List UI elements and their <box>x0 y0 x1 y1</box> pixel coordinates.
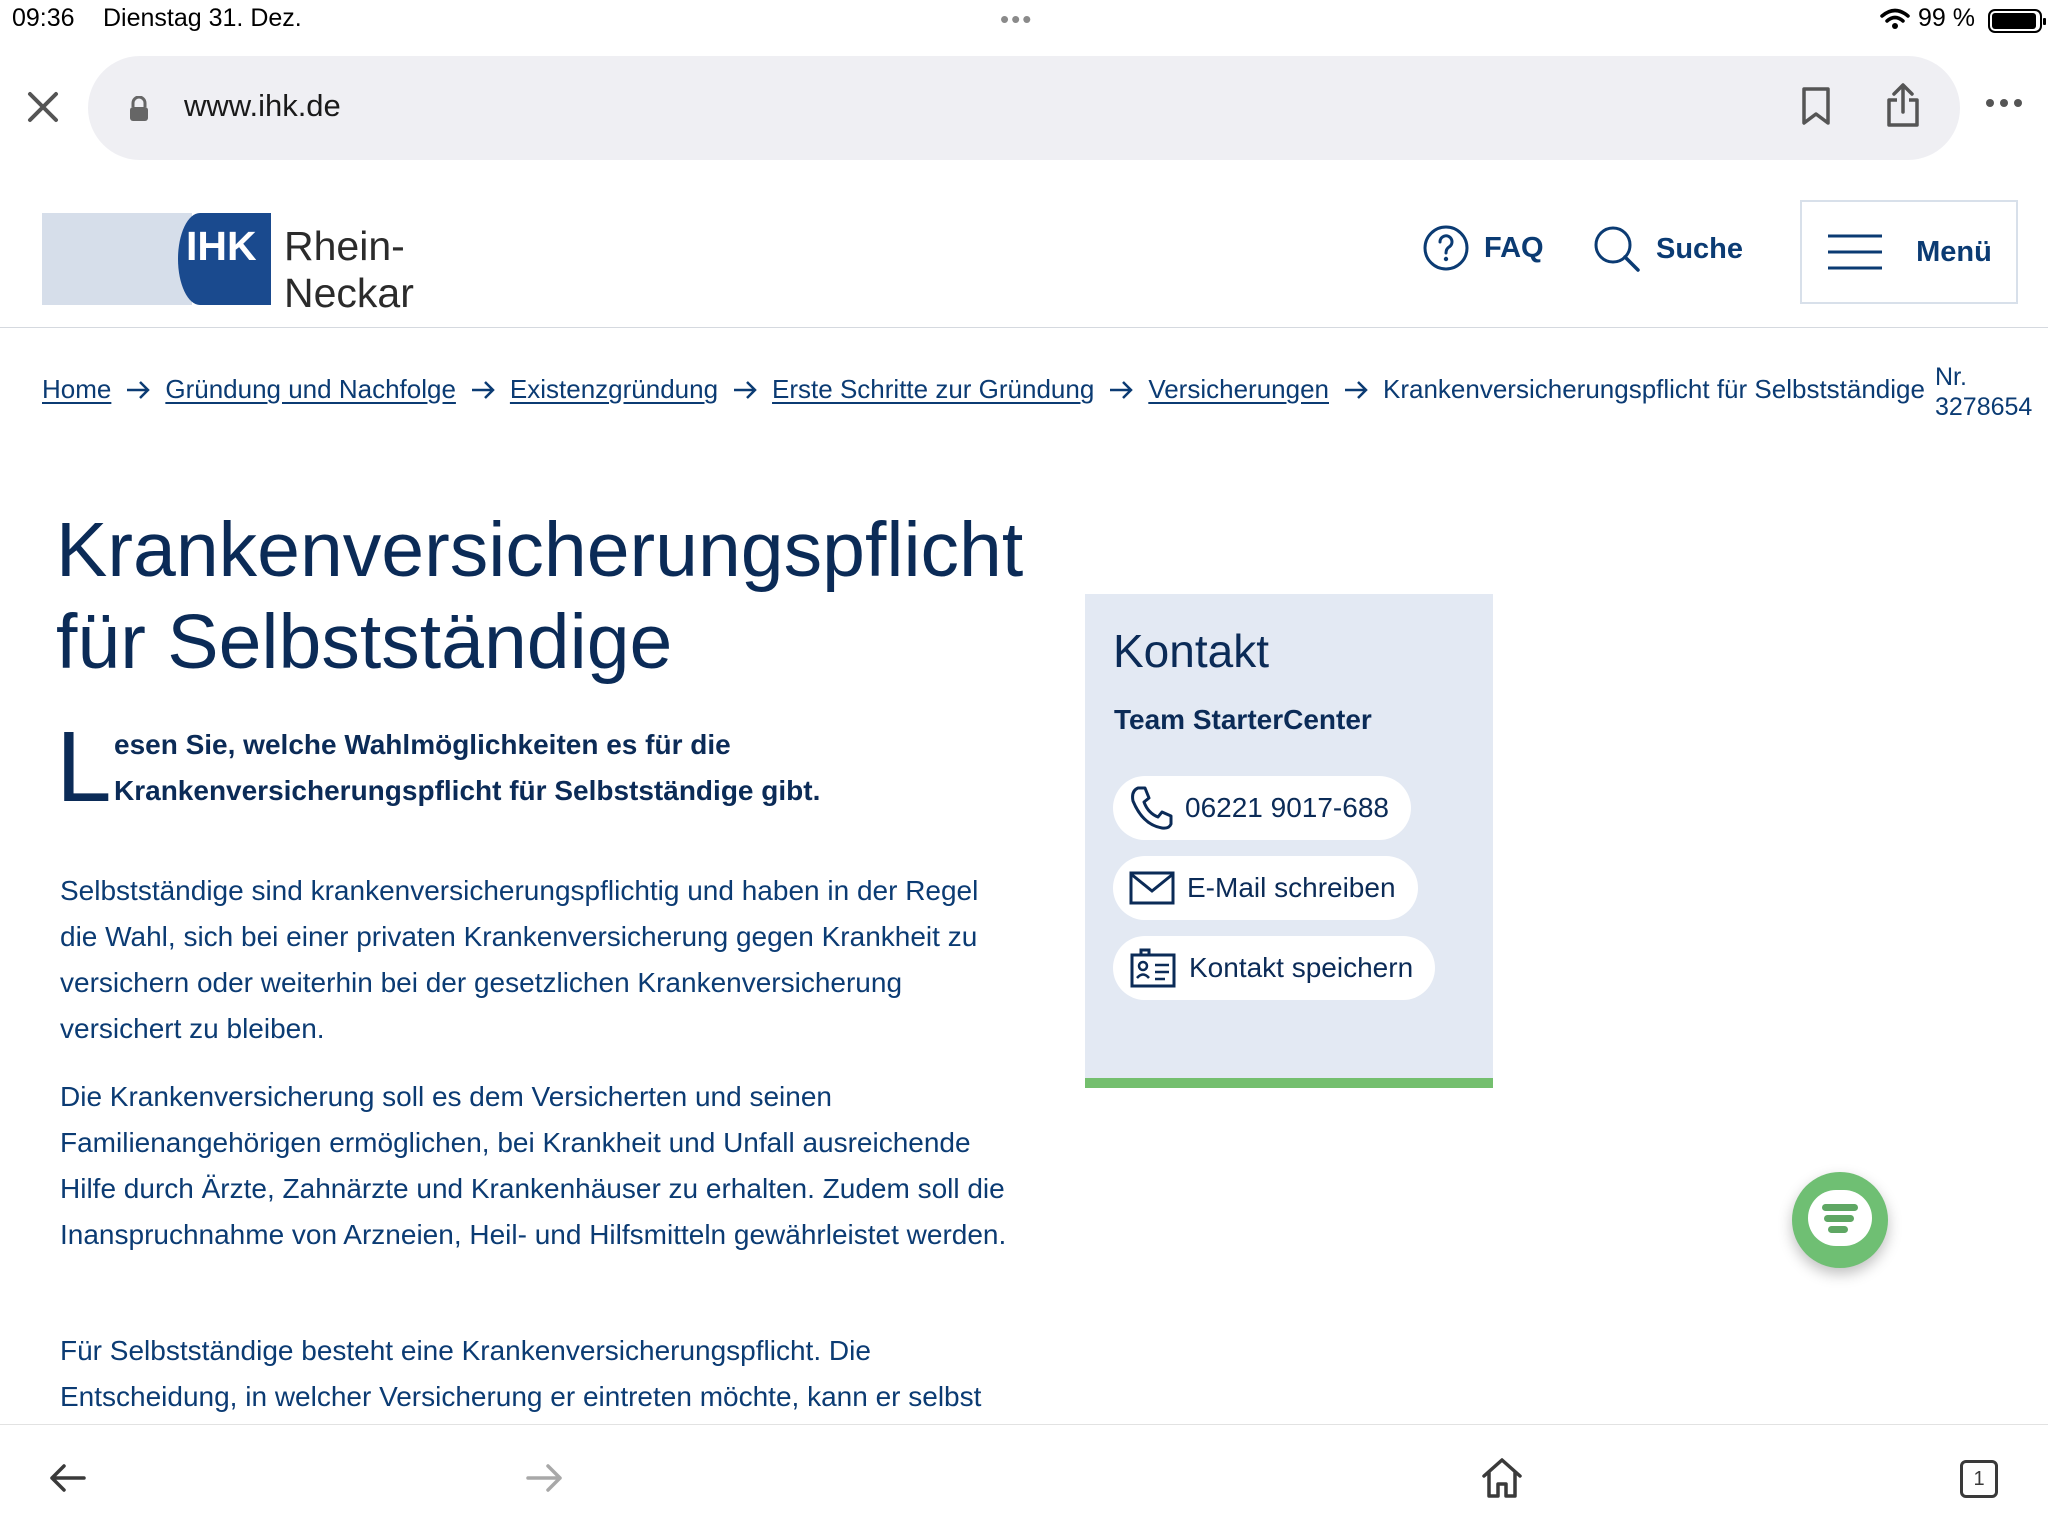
breadcrumb-current: Krankenversicherungspflicht für Selbstständige <box>1383 374 1925 404</box>
drop-cap: L <box>56 711 112 823</box>
save-contact-button[interactable] <box>1113 936 1435 1000</box>
url-text[interactable]: www.ihk.de <box>184 88 341 123</box>
arrow-right-icon <box>125 380 151 400</box>
breadcrumb-versicherungen[interactable]: Versicherungen <box>1148 374 1329 404</box>
page-number-value: 3278654 <box>1935 393 2033 421</box>
chat-button[interactable] <box>1792 1172 1888 1268</box>
phone-button[interactable] <box>1113 776 1411 840</box>
arrow-right-icon <box>732 380 758 400</box>
more-icon[interactable] <box>1984 96 2024 114</box>
contact-title: Kontakt <box>1113 625 1269 677</box>
chat-bubble-icon <box>1808 1190 1872 1246</box>
search-label: Suche <box>1656 232 1744 265</box>
lead-text: esen Sie, welche Wahlmöglichkeiten es für die Krankenversicherungspflicht für Selbstständige gibt. <box>114 729 821 806</box>
page-number <box>1935 362 2032 422</box>
search-button[interactable] <box>1592 224 1743 274</box>
logo-light-block <box>42 213 192 305</box>
multitasking-dots-icon[interactable]: ••• <box>1000 4 1034 34</box>
phone-icon <box>1129 785 1173 831</box>
phone-number: 06221 9017-688 <box>1185 792 1389 823</box>
page-title-line2: für Selbstständige <box>56 599 673 685</box>
article-paragraph: Die Krankenversicherung soll es dem Versicherten und seinen Familienangehörigen ermöglichen, bei Krankheit und Unfall ausreichende Hilfe durch Ärzte, Zahnärzte und Krankenhäuser zu erhalten. Zudem soll die Inanspruchnahme von Arzneien, Heil- und Hilfsmitteln gewährleistet werden. <box>60 1081 1007 1250</box>
email-label: E-Mail schreiben <box>1187 872 1396 903</box>
home-icon[interactable] <box>1480 1456 1524 1505</box>
share-icon[interactable] <box>1885 82 1921 133</box>
bottom-toolbar <box>0 1424 2048 1537</box>
wifi-icon <box>1880 8 1910 35</box>
search-icon <box>1592 224 1642 274</box>
back-arrow-icon[interactable] <box>48 1462 86 1499</box>
faq-label: FAQ <box>1484 231 1544 264</box>
breadcrumb-erste-schritte[interactable]: Erste Schritte zur Gründung <box>772 374 1095 404</box>
arrow-right-icon <box>1343 380 1369 400</box>
mail-icon <box>1129 871 1175 905</box>
hamburger-icon <box>1826 232 1884 272</box>
battery-icon <box>1988 9 2042 33</box>
breadcrumb <box>42 374 1925 405</box>
save-contact-label: Kontakt speichern <box>1189 952 1414 983</box>
tab-count: 1 <box>1973 1467 1985 1490</box>
email-button[interactable] <box>1113 856 1418 920</box>
forward-arrow-icon[interactable] <box>526 1462 564 1499</box>
question-circle-icon <box>1422 224 1470 272</box>
status-time: 09:36 <box>12 4 75 32</box>
ihk-logo[interactable] <box>42 213 482 316</box>
menu-button[interactable] <box>1800 200 2018 304</box>
tabs-button[interactable] <box>1960 1460 1998 1498</box>
bookmark-icon[interactable] <box>1800 86 1832 131</box>
arrow-right-icon <box>470 380 496 400</box>
arrow-right-icon <box>1108 380 1134 400</box>
header-divider <box>0 327 2048 328</box>
breadcrumb-gruendung[interactable]: Gründung und Nachfolge <box>165 374 456 404</box>
status-date: Dienstag 31. Dez. <box>103 4 302 32</box>
close-icon[interactable] <box>22 86 66 130</box>
address-bar[interactable] <box>88 56 1960 160</box>
page-title <box>56 504 1024 688</box>
battery-percent: 99 % <box>1918 4 1975 32</box>
faq-button[interactable] <box>1422 224 1544 272</box>
contact-box <box>1085 594 1493 1088</box>
menu-label: Menü <box>1916 235 1992 268</box>
page-number-label: Nr. <box>1935 363 1967 391</box>
breadcrumb-home[interactable]: Home <box>42 374 112 404</box>
page-title-line1: Krankenversicherungspflicht <box>56 507 1024 593</box>
logo-region-text: Rhein-Neckar <box>284 223 414 316</box>
breadcrumb-existenzgruendung[interactable]: Existenzgründung <box>509 374 719 404</box>
article-paragraph: Selbstständige sind krankenversicherungspflichtig und haben in der Regel die Wahl, sich bei einer privaten Krankenversicherung gegen Krankheit zu versichern oder weiterhin bei der gesetzlichen Krankenversicherung versichert zu bleiben. <box>60 875 979 1044</box>
logo-ihk-text: IHK <box>186 223 257 269</box>
article-paragraph: Für Selbstständige besteht eine Krankenversicherungspflicht. Die Entscheidung, in welcher Versicherung er eintreten möchte, kann er selbst <box>60 1335 982 1412</box>
contact-card-icon <box>1129 947 1177 989</box>
contact-team: Team StarterCenter <box>1114 704 1372 735</box>
lock-icon <box>128 96 150 127</box>
